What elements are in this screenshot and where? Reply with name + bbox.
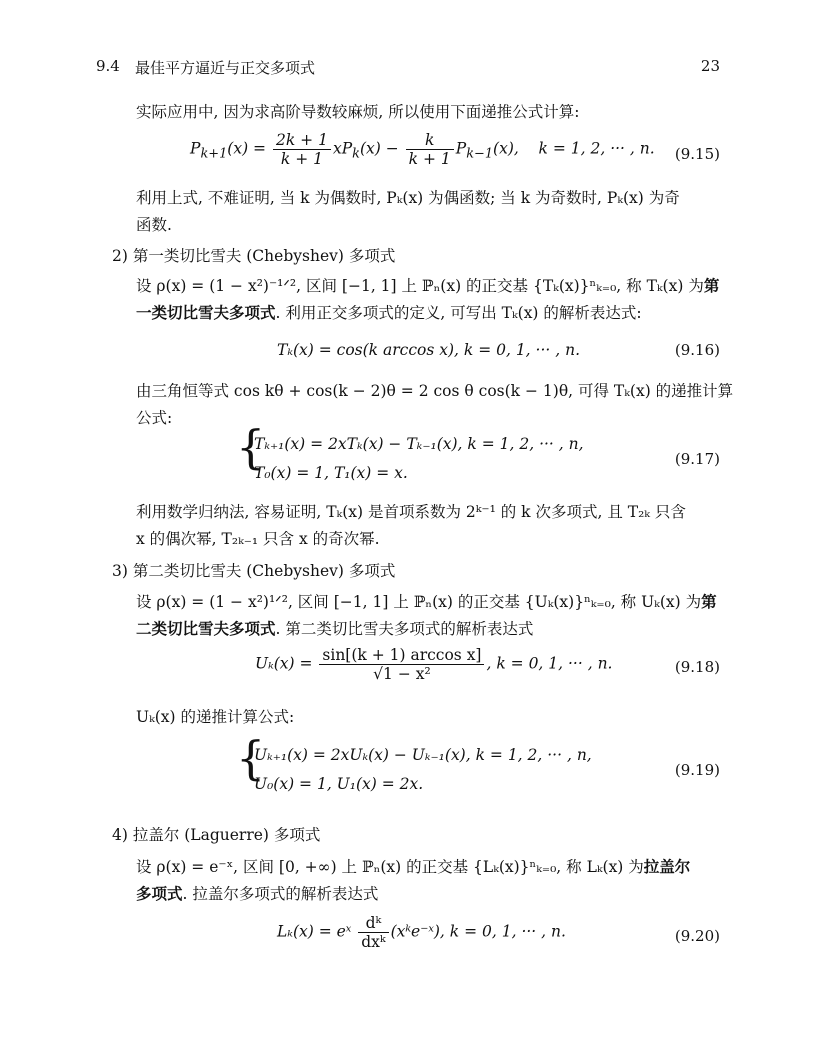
paragraph-parity-cont: 函数.	[136, 216, 172, 234]
equation-9-17-row1: Tₖ₊₁(x) = 2xTₖ(x) − Tₖ₋₁(x), k = 1, 2, ··· , n,	[254, 435, 584, 453]
fraction-2k1-k1: $\frac{2k + 1}{k + 1}$	[273, 131, 331, 168]
paragraph-laguerre-def-cont: 多项式. 拉盖尔多项式的解析表达式	[136, 884, 379, 903]
left-brace-9-19: {	[236, 731, 266, 785]
equation-number-9-17: (9.17)	[674, 450, 720, 468]
equation-9-18: Uₖ(x) = $\frac{\text{sin[(k + 1) arccos x]}}{\text{√1 − x²}}$ , k = 0, 1, ··· , n.	[255, 646, 613, 683]
equation-9-15: $P_{k+1}(x)$ = $\frac{2k + 1}{k + 1}$ $xP_k(x)$ − $\frac{k}{k + 1}$ $P_{k-1}(x)$, k = 1, 2, ··· , n.	[190, 131, 655, 168]
paragraph-chebyshev1-def-cont: 一类切比雪夫多项式. 利用正交多项式的定义, 可写出 Tₖ(x) 的解析表达式:	[136, 303, 642, 322]
paragraph-trig-identity-cont: 公式:	[136, 409, 173, 427]
fraction-k-k1: $\frac{k}{k + 1}$	[406, 131, 454, 168]
paragraph-induction: 利用数学归纳法, 容易证明, Tₖ(x) 是首项系数为 2ᵏ⁻¹ 的 k 次多项式, 且 T₂ₖ 只含	[136, 503, 686, 521]
equation-number-9-15: (9.15)	[674, 145, 720, 163]
equation-9-19-row2: U₀(x) = 1, U₁(x) = 2x.	[254, 775, 424, 793]
fraction-sin-sqrt: $\frac{\text{sin[(k + 1) arccos x]}}{\text{√1 − x²}}$	[319, 646, 484, 683]
heading-laguerre: 4) 拉盖尔 (Laguerre) 多项式	[112, 826, 321, 844]
heading-chebyshev-first-kind: 2) 第一类切比雪夫 (Chebyshev) 多项式	[112, 247, 396, 265]
equation-number-9-16: (9.16)	[674, 341, 720, 359]
equation-number-9-18: (9.18)	[674, 658, 720, 676]
paragraph-induction-cont: x 的偶次幂, T₂ₖ₋₁ 只含 x 的奇次幂.	[136, 530, 380, 548]
paragraph-parity: 利用上式, 不难证明, 当 k 为偶数时, Pₖ(x) 为偶函数; 当 k 为奇数时, Pₖ(x) 为奇	[136, 189, 680, 207]
equation-9-17-row2: T₀(x) = 1, T₁(x) = x.	[254, 464, 408, 482]
paragraph-recurrence-intro: 实际应用中, 因为求高阶导数较麻烦, 所以使用下面递推公式计算:	[136, 103, 580, 121]
paragraph-chebyshev1-def: 设 ρ(x) = (1 − x²)⁻¹ᐟ², 区间 [−1, 1] 上 ℙₙ(x) 的正交基 {Tₖ(x)}ⁿₖ₌₀, 称 Tₖ(x) 为第	[136, 276, 720, 295]
heading-chebyshev-second-kind: 3) 第二类切比雪夫 (Chebyshev) 多项式	[112, 562, 396, 580]
running-title: 最佳平方逼近与正交多项式	[135, 59, 316, 77]
equation-9-19-row1: Uₖ₊₁(x) = 2xUₖ(x) − Uₖ₋₁(x), k = 1, 2, ··· , n,	[254, 746, 592, 764]
equation-number-9-19: (9.19)	[674, 761, 720, 779]
equation-number-9-20: (9.20)	[674, 927, 720, 945]
page-number: 23	[700, 57, 720, 75]
paragraph-chebyshev2-def-cont: 二类切比雪夫多项式. 第二类切比雪夫多项式的解析表达式	[136, 619, 534, 638]
equation-9-20: Lₖ(x) = eˣ $\frac{\text{dᵏ}}{\text{dxᵏ}}$ (xᵏe⁻ˣ), k = 0, 1, ··· , n.	[277, 914, 566, 951]
left-brace-9-17: {	[236, 420, 266, 474]
section-number: 9.4	[96, 57, 120, 75]
paragraph-laguerre-def: 设 ρ(x) = e⁻ˣ, 区间 [0, +∞) 上 ℙₙ(x) 的正交基 {Lₖ(x)}ⁿₖ₌₀, 称 Lₖ(x) 为拉盖尔	[136, 857, 691, 876]
paragraph-trig-identity: 由三角恒等式 cos kθ + cos(k − 2)θ = 2 cos θ cos(k − 1)θ, 可得 Tₖ(x) 的递推计算	[136, 382, 734, 400]
fraction-derivative: $\frac{\text{dᵏ}}{\text{dxᵏ}}$	[358, 914, 388, 951]
equation-9-16: Tₖ(x) = cos(k arccos x), k = 0, 1, ··· , n.	[277, 341, 581, 359]
paragraph-chebyshev2-def: 设 ρ(x) = (1 − x²)¹ᐟ², 区间 [−1, 1] 上 ℙₙ(x) 的正交基 {Uₖ(x)}ⁿₖ₌₀, 称 Uₖ(x) 为第	[136, 592, 717, 611]
paragraph-u-recurrence-intro: Uₖ(x) 的递推计算公式:	[136, 708, 295, 726]
